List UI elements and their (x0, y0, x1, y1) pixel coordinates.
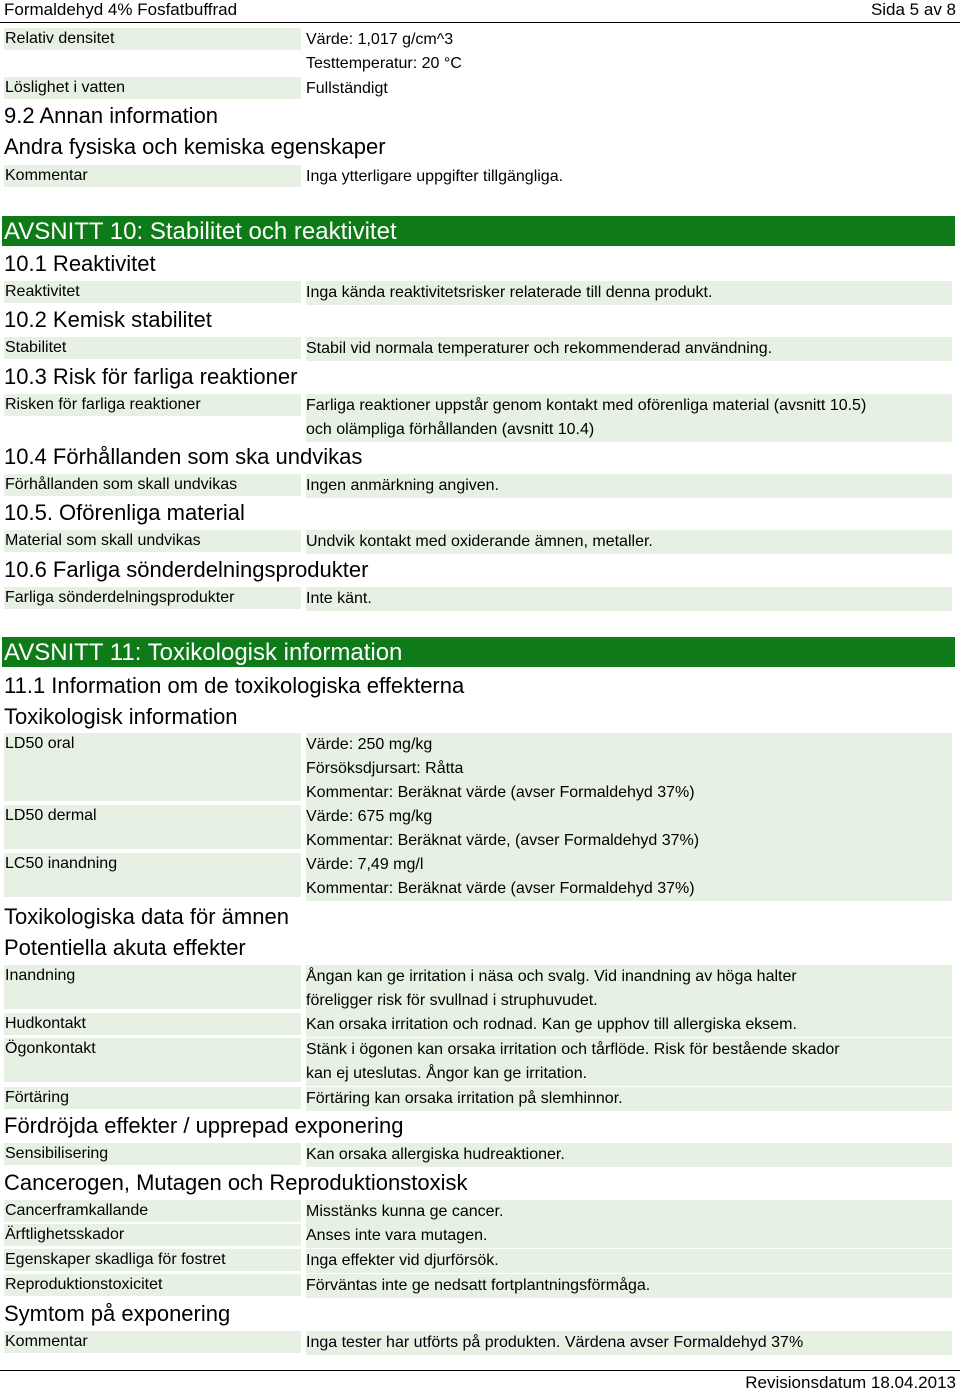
value-decomposition (306, 587, 952, 611)
value-stability (306, 337, 952, 361)
value-carcinogenic (306, 1200, 952, 1224)
value-conditions (306, 474, 952, 498)
value-line: Ingen anmärkning angiven. (306, 477, 500, 494)
value-comment (306, 165, 952, 189)
value-line: Förtäring kan orsaka irritation på slemhinnor. (306, 1090, 623, 1107)
value-skin (306, 1013, 952, 1037)
value-line: Undvik kontakt med oxiderande ämnen, metaller. (306, 533, 653, 550)
label-solubility: Löslighet i vatten (4, 77, 301, 99)
value-line: Inga effekter vid djurförsök. (306, 1252, 499, 1269)
heading-10-4: 10.4 Förhållanden som ska undvikas (4, 444, 363, 469)
value-mutagenic (306, 1224, 952, 1248)
label-materials: Material som skall undvikas (4, 530, 301, 552)
label-risk: Risken för farliga reaktioner (4, 394, 301, 416)
value-line: Stabil vid normala temperaturer och rekommenderad användning. (306, 340, 773, 357)
label-relative-density: Relativ densitet (4, 28, 301, 50)
value-line: Testtemperatur: 20 °C (306, 55, 462, 72)
label-carcinogenic: Cancerframkallande (4, 1200, 301, 1222)
label-stability: Stabilitet (4, 337, 301, 359)
label-ld50-oral (4, 733, 301, 801)
label-reactivity: Reaktivitet (4, 281, 301, 303)
label-ingestion: Förtäring (4, 1087, 301, 1109)
heading-delayed: Fördröjda effekter / upprepad exponering (4, 1113, 404, 1138)
value-line: Ångan kan ge irritation i näsa och svalg. Vid inandning av höga halter (306, 968, 797, 985)
heading-10-1: 10.1 Reaktivitet (4, 251, 156, 276)
heading-9-2: 9.2 Annan information (4, 103, 219, 128)
value-fetus (306, 1249, 952, 1273)
value-line: Stänk i ögonen kan orsaka irritation och tårflöde. Risk för bestående skador (306, 1041, 840, 1058)
value-line: Värde: 675 mg/kg (306, 808, 433, 825)
value-reactivity (306, 281, 952, 305)
heading-11-1: 11.1 Information om de toxikologiska effekterna (4, 673, 465, 698)
value-line: Värde: 1,017 g/cm^3 (306, 31, 454, 48)
label-decomposition: Farliga sönderdelningsprodukter (4, 587, 301, 609)
value-line: Värde: 7,49 mg/l (306, 856, 424, 873)
revision-date: Revisionsdatum 18.04.2013 (745, 1373, 956, 1392)
value-line: Inte känt. (306, 590, 372, 607)
label-text: LC50 inandning (5, 855, 118, 872)
value-line: Anses inte vara mutagen. (306, 1227, 488, 1244)
value-line: Kommentar: Beräknat värde (avser Formaldehyd 37%) (306, 880, 695, 897)
value-sensitisation (306, 1143, 952, 1167)
label-symptoms-comment: Kommentar (4, 1331, 301, 1353)
label-text: LD50 oral (5, 735, 75, 752)
value-line: Kan orsaka irritation och rodnad. Kan ge upphov till allergiska eksem. (306, 1016, 797, 1033)
value-line: föreligger risk för svullnad i struphuvudet. (306, 992, 598, 1009)
footer-divider (0, 1370, 960, 1371)
value-line: Fullständigt (306, 80, 388, 97)
value-line: kan ej uteslutas. Ångor kan ge irritation. (306, 1065, 588, 1082)
heading-other-properties: Andra fysiska och kemiska egenskaper (4, 134, 386, 159)
value-reproductive (306, 1274, 952, 1298)
label-text: Ögonkontakt (5, 1040, 96, 1057)
value-symptoms-comment (306, 1331, 952, 1355)
value-line: Misstänks kunna ge cancer. (306, 1203, 504, 1220)
value-risk (306, 394, 952, 442)
label-ld50-dermal (4, 805, 301, 849)
value-line: Kommentar: Beräknat värde, (avser Formaldehyd 37%) (306, 832, 700, 849)
value-ld50-dermal (306, 805, 952, 853)
heading-tox-data: Toxikologiska data för ämnen (4, 904, 289, 929)
label-comment: Kommentar (4, 165, 301, 187)
value-line: Värde: 250 mg/kg (306, 736, 433, 753)
value-inhalation (306, 965, 952, 1013)
label-text: Inandning (5, 967, 76, 984)
label-skin: Hudkontakt (4, 1013, 301, 1035)
heading-symptoms: Symtom på exponering (4, 1301, 231, 1326)
label-mutagenic: Ärftlighetsskador (4, 1224, 301, 1246)
label-eye (4, 1038, 301, 1082)
value-line: Inga tester har utförts på produkten. Värdena avser Formaldehyd 37% (306, 1334, 804, 1351)
value-line: Försöksdjursart: Råtta (306, 760, 464, 777)
section-11-bar: AVSNITT 11: Toxikologisk information (2, 637, 955, 667)
section-10-bar: AVSNITT 10: Stabilitet och reaktivitet (2, 216, 955, 246)
label-reproductive: Reproduktionstoxicitet (4, 1274, 301, 1296)
value-lc50 (306, 853, 952, 901)
heading-cmr: Cancerogen, Mutagen och Reproduktionstoxisk (4, 1170, 468, 1195)
value-line: Förväntas inte ge nedsatt fortplantningsförmåga. (306, 1277, 651, 1294)
page-number: Sida 5 av 8 (870, 0, 956, 19)
value-line: Farliga reaktioner uppstår genom kontakt med oförenliga material (avsnitt 10.5) (306, 397, 867, 414)
label-sensitisation: Sensibilisering (4, 1143, 301, 1165)
heading-10-6: 10.6 Farliga sönderdelningsprodukter (4, 557, 369, 582)
label-fetus: Egenskaper skadliga för fostret (4, 1249, 301, 1271)
value-line: Kommentar: Beräknat värde (avser Formaldehyd 37%) (306, 784, 695, 801)
value-relative-density (306, 28, 952, 76)
heading-tox-info: Toxikologisk information (4, 704, 238, 729)
heading-10-5: 10.5. Oförenliga material (4, 500, 245, 525)
value-ingestion (306, 1087, 952, 1111)
value-eye (306, 1038, 952, 1086)
value-materials (306, 530, 952, 554)
label-inhalation (4, 965, 301, 1009)
heading-10-3: 10.3 Risk för farliga reaktioner (4, 364, 298, 389)
label-text: LD50 dermal (5, 807, 97, 824)
heading-acute: Potentiella akuta effekter (4, 935, 246, 960)
value-line: Kan orsaka allergiska hudreaktioner. (306, 1146, 565, 1163)
value-line: Inga ytterligare uppgifter tillgängliga. (306, 168, 564, 185)
document-title: Formaldehyd 4% Fosfatbuffrad (4, 0, 238, 19)
label-conditions: Förhållanden som skall undvikas (4, 474, 301, 496)
value-solubility (306, 77, 952, 101)
label-lc50 (4, 853, 301, 897)
page-header (0, 0, 960, 23)
heading-10-2: 10.2 Kemisk stabilitet (4, 307, 212, 332)
value-line: Inga kända reaktivitetsrisker relaterade till denna produkt. (306, 284, 713, 301)
value-ld50-oral (306, 733, 952, 805)
value-line: och olämpliga förhållanden (avsnitt 10.4) (306, 421, 595, 438)
